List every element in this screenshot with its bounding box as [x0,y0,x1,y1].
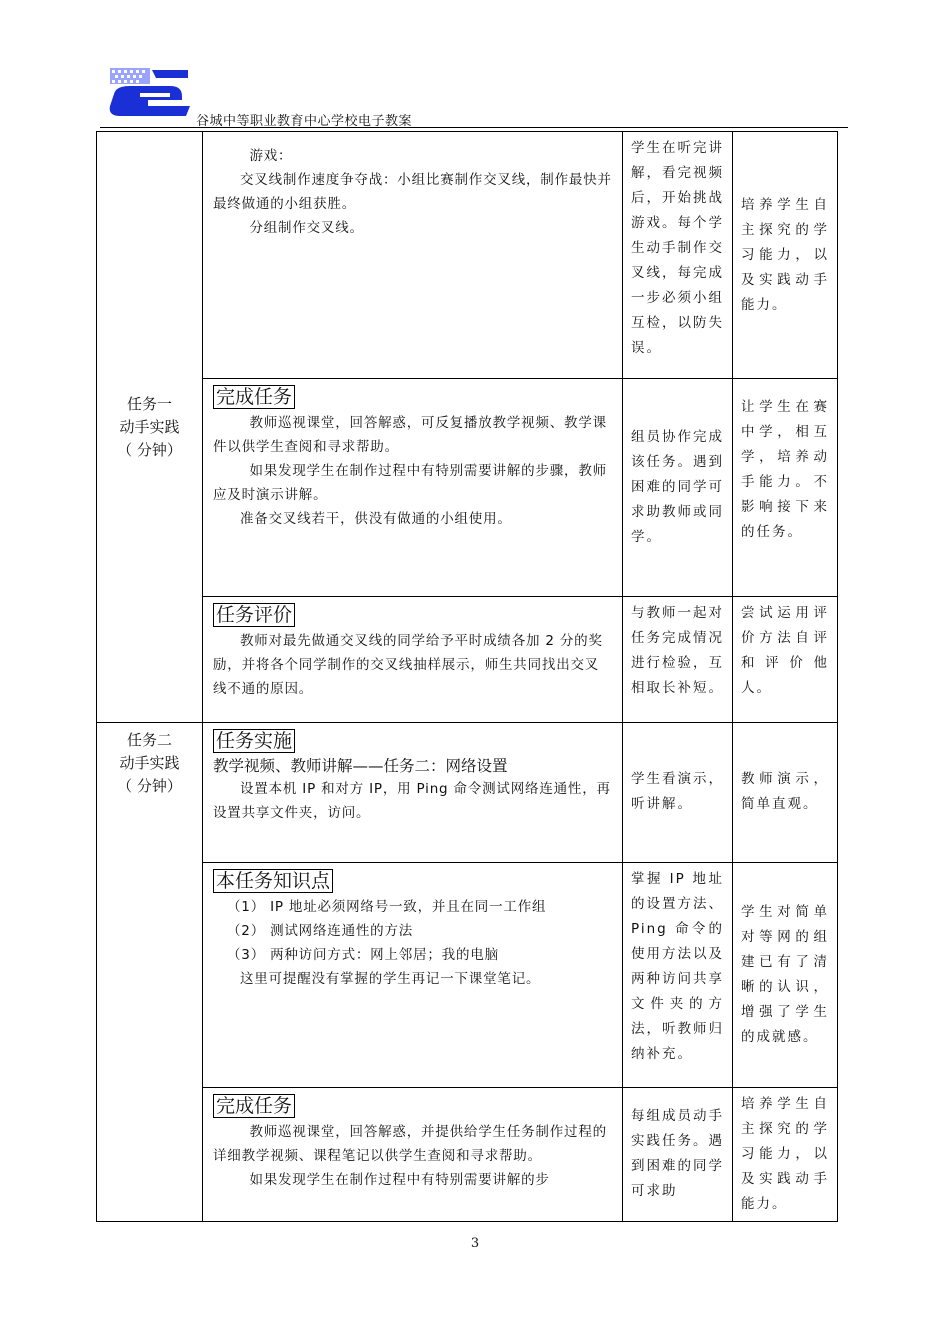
section-title: 本任务知识点 [213,869,333,893]
section-title: 完成任务 [213,1094,295,1118]
task1-complete-student: 组员协作完成该任务。遇到困难的同学可求助教师或同学。 [623,379,733,597]
table-row [97,597,838,723]
page-number: 3 [470,1236,480,1251]
task2-implement-student: 学生看演示，听讲解。 [623,723,733,863]
section-title: 任务实施 [213,729,295,753]
task1-complete-intent: 让学生在赛中学，相互学，培养动手能力。不影响接下来的任务。 [733,379,838,597]
task1-complete-content: 完成任务 教师巡视课堂，回答解惑，可反复播放教学视频、教学课件以供学生查阅和寻求帮助。 如果发现学生在制作过程中有特别需要讲解的步骤，教师应及时演示讲解。 准备交叉线若干，供没有做通的小组使用。 [203,379,623,597]
task1-label: 任务一 动手实践 （ 分钟） [97,132,203,723]
table-row [97,1088,838,1222]
section-title: 任务评价 [213,603,295,627]
school-logo [100,66,194,124]
task2-complete-student: 每组成员动手实践任务。遇到困难的同学可求助 [623,1088,733,1222]
header-rule [100,127,848,128]
table-row [97,132,838,379]
task2-complete-content: 完成任务 教师巡视课堂，回答解惑，并提供给学生任务制作过程的详细教学视频、课程笔记以供学生查阅和寻求帮助。 如果发现学生在制作过程中有特别需要讲解的步 [203,1088,623,1222]
task2-implement-content: 任务实施 教学视频、教师讲解——任务二：网络设置 设置本机 IP 和对方 IP，用 Ping 命令测试网络连通性，再设置共享文件夹，访问。 [203,723,623,863]
table-row [97,379,838,597]
task1-evaluate-student: 与教师一起对任务完成情况进行检验，互相取长补短。 [623,597,733,723]
list-item: （1） IP 地址必须网络号一致，并且在同一工作组 [227,899,547,915]
task2-knowledge-student: 掌握 IP 地址的设置方法、Ping 命令的使用方法以及两种访问共享文件夹的方法，听教师归纳补充。 [623,863,733,1088]
list-item: （2） 测试网络连通性的方法 [227,923,414,939]
task1-evaluate-content: 任务评价 教师对最先做通交叉线的同学给予平时成绩各加 2 分的奖励，并将各个同学制作的交叉线抽样展示，师生共同找出交叉线不通的原因。 [203,597,623,723]
table-row [97,863,838,1088]
task1-evaluate-intent: 尝试运用评价方法自评和评价他人。 [733,597,838,723]
task2-complete-intent: 培养学生自主探究的学习能力，以及实践动手能力。 [733,1088,838,1222]
page-header [0,0,950,130]
school-name: 谷城中等职业教育中心学校电子教案 [196,114,413,129]
task2-label: 任务二 动手实践 （ 分钟） [97,723,203,1222]
task1-game-intent: 培养学生自主探究的学习能力，以及实践动手能力。 [733,132,838,379]
section-subtitle: 教学视频、教师讲解——任务二：网络设置 [213,757,508,775]
list-item: （3） 两种访问方式：网上邻居；我的电脑 [227,947,499,963]
lesson-plan-table [96,131,838,1222]
task1-game-content: 游戏： 交叉线制作速度争夺战：小组比赛制作交叉线，制作最快并最终做通的小组获胜。 分组制作交叉线。 [203,132,623,379]
task1-game-student: 学生在听完讲解，看完视频后，开始挑战游戏。每个学生动手制作交叉线，每完成一步必须小组互检，以防失误。 [623,132,733,379]
task2-knowledge-intent: 学生对简单对等网的组建已有了清晰的认识，增强了学生的成就感。 [733,863,838,1088]
task2-implement-intent: 教师演示，简单直观。 [733,723,838,863]
section-title: 完成任务 [213,385,295,409]
table-row [97,723,838,863]
task2-knowledge-content: 本任务知识点 （1） IP 地址必须网络号一致，并且在同一工作组 （2） 测试网络连通性的方法 （3） 两种访问方式：网上邻居；我的电脑 这里可提醒没有掌握的学生再记一下课堂笔记。 [203,863,623,1088]
